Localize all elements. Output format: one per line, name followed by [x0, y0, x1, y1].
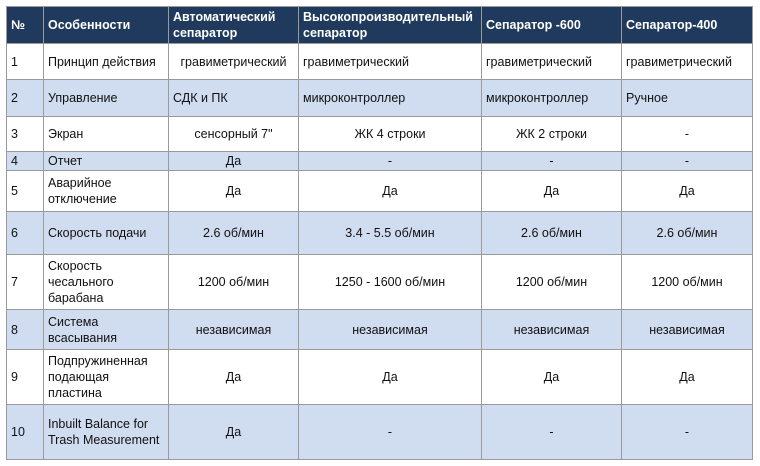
cell-sep600: микроконтроллер	[482, 80, 622, 117]
cell-sep600: 2.6 об/мин	[482, 212, 622, 255]
cell-sep600: -	[482, 152, 622, 171]
cell-auto: сенсорный 7"	[169, 117, 299, 152]
cell-sep600: Да	[482, 350, 622, 405]
cell-high: независимая	[299, 310, 482, 350]
row-number: 9	[7, 350, 44, 405]
cell-sep400: -	[622, 405, 753, 460]
header-auto-separator: Автоматический сепаратор	[169, 7, 299, 44]
cell-sep400: гравиметрический	[622, 44, 753, 80]
cell-auto: СДК и ПК	[169, 80, 299, 117]
table-row	[7, 350, 753, 405]
cell-sep600: ЖК 2 строки	[482, 117, 622, 152]
row-feature: Управление	[44, 80, 169, 117]
cell-high: ЖК 4 строки	[299, 117, 482, 152]
cell-sep400: Ручное	[622, 80, 753, 117]
cell-high: гравиметрический	[299, 44, 482, 80]
table-row	[7, 171, 753, 212]
row-number: 8	[7, 310, 44, 350]
header-high-performance-separator: Высокопроизводительный сепаратор	[299, 7, 482, 44]
row-feature: Аварийное отключение	[44, 171, 169, 212]
table-row	[7, 255, 753, 310]
row-feature: Скорость чесального барабана	[44, 255, 169, 310]
cell-auto: 1200 об/мин	[169, 255, 299, 310]
cell-high: -	[299, 405, 482, 460]
row-number: 10	[7, 405, 44, 460]
cell-sep600: Да	[482, 171, 622, 212]
cell-high: -	[299, 152, 482, 171]
cell-high: 3.4 - 5.5 об/мин	[299, 212, 482, 255]
table-row	[7, 152, 753, 171]
cell-auto: 2.6 об/мин	[169, 212, 299, 255]
cell-sep400: 1200 об/мин	[622, 255, 753, 310]
row-number: 6	[7, 212, 44, 255]
cell-sep400: Да	[622, 350, 753, 405]
cell-sep600: -	[482, 405, 622, 460]
row-feature: Отчет	[44, 152, 169, 171]
cell-auto: Да	[169, 405, 299, 460]
cell-high: Да	[299, 350, 482, 405]
row-number: 7	[7, 255, 44, 310]
table-row	[7, 80, 753, 117]
comparison-table	[6, 6, 753, 460]
cell-sep400: Да	[622, 171, 753, 212]
header-row	[7, 7, 753, 44]
table-row	[7, 405, 753, 460]
cell-auto: Да	[169, 171, 299, 212]
cell-sep400: -	[622, 117, 753, 152]
row-feature: Система всасывания	[44, 310, 169, 350]
cell-auto: Да	[169, 350, 299, 405]
table-row	[7, 310, 753, 350]
row-feature: Принцип действия	[44, 44, 169, 80]
header-feature: Особенности	[44, 7, 169, 44]
cell-high: микроконтроллер	[299, 80, 482, 117]
table-row	[7, 44, 753, 80]
row-number: 5	[7, 171, 44, 212]
row-number: 4	[7, 152, 44, 171]
cell-auto: Да	[169, 152, 299, 171]
cell-auto: гравиметрический	[169, 44, 299, 80]
cell-sep400: 2.6 об/мин	[622, 212, 753, 255]
row-number: 2	[7, 80, 44, 117]
cell-sep600: независимая	[482, 310, 622, 350]
cell-sep600: 1200 об/мин	[482, 255, 622, 310]
header-separator-400: Сепаратор-400	[622, 7, 753, 44]
cell-high: 1250 - 1600 об/мин	[299, 255, 482, 310]
table-row	[7, 117, 753, 152]
table-row	[7, 212, 753, 255]
cell-high: Да	[299, 171, 482, 212]
cell-auto: независимая	[169, 310, 299, 350]
row-number: 3	[7, 117, 44, 152]
row-feature: Экран	[44, 117, 169, 152]
row-number: 1	[7, 44, 44, 80]
header-separator-600: Сепаратор -600	[482, 7, 622, 44]
cell-sep400: -	[622, 152, 753, 171]
row-feature: Inbuilt Balance for Trash Measurement	[44, 405, 169, 460]
cell-sep400: независимая	[622, 310, 753, 350]
row-feature: Скорость подачи	[44, 212, 169, 255]
header-number: №	[7, 7, 44, 44]
row-feature: Подпружиненная подающая пластина	[44, 350, 169, 405]
cell-sep600: гравиметрический	[482, 44, 622, 80]
